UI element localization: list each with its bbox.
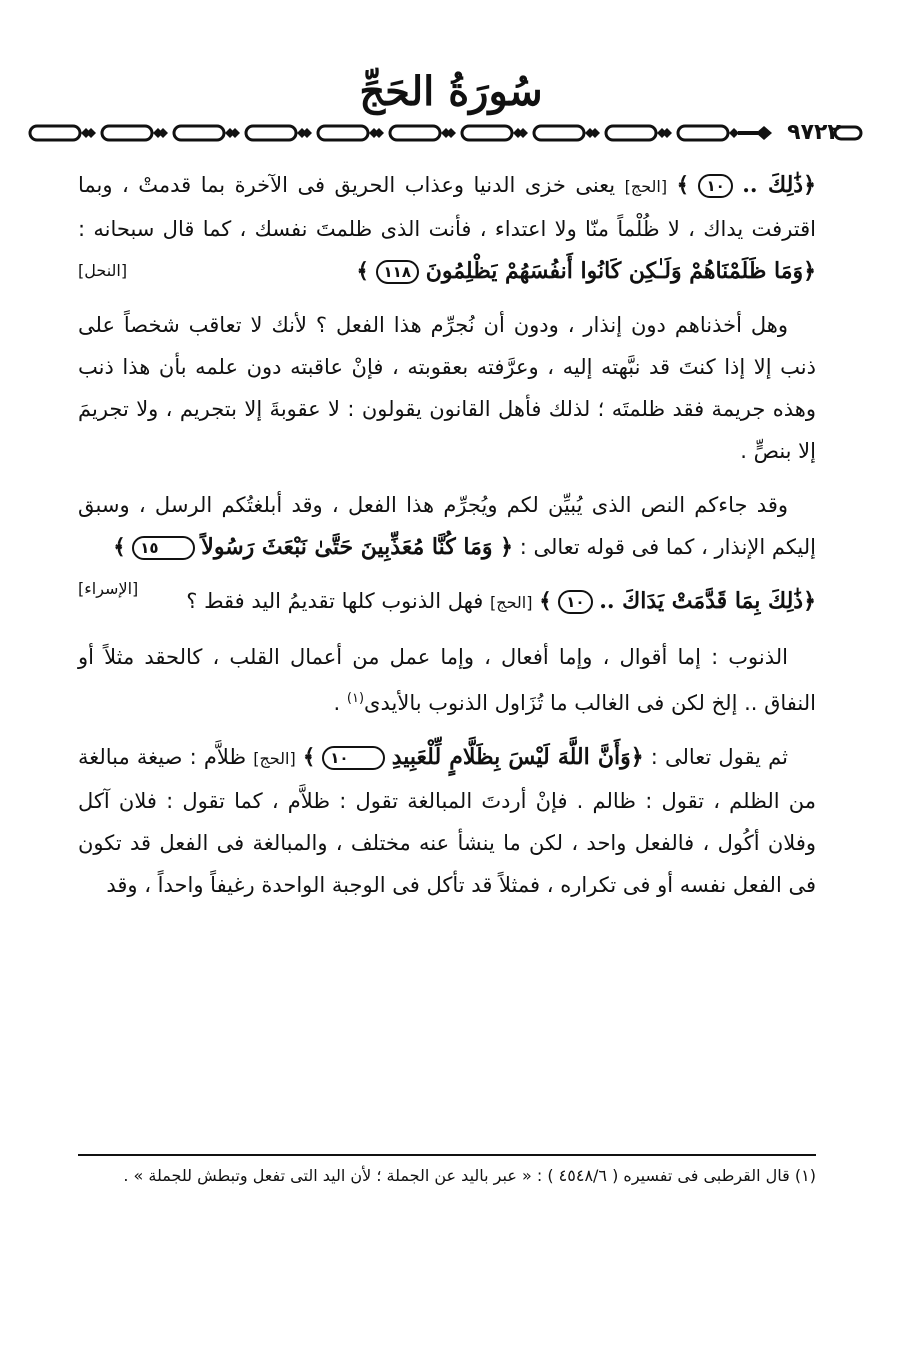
footnote-marker[interactable]: (١) xyxy=(346,691,365,706)
verse-close-bracket: ﴾ xyxy=(356,259,369,283)
footnote-divider xyxy=(78,1154,816,1156)
verse-quote: ﴿ذَٰلِكَ بِمَا قَدَّمَتْ يَدَاكَ .. xyxy=(599,588,816,614)
paragraph-text: الذنوب : إما أقوال ، وإما أفعال ، وإما عمل من أعمال القلب ، كالحقد مثلاً أو النفاق .. إلخ لكن فى الغالب ما تُزَاول الذنوب بالأيدى xyxy=(78,645,816,715)
ornament-divider xyxy=(26,122,776,144)
ayah-number: ١٥ xyxy=(132,536,194,560)
verse-close-bracket: ﴾ xyxy=(539,589,552,613)
paragraph-text: يعنى خزى الدنيا وعذاب الحريق فى الآخرة بما قدمتْ ، وبما اقترفت يداك ، لا ظُلْماً منّا ولا اعتداء ، فأنت الذى ظلمتَ نفسك ، كما قال سبحانه : xyxy=(78,173,816,241)
surah-title: سُورَةُ الحَجِّ xyxy=(359,68,543,115)
paragraph-text: وقد جاءكم النص الذى يُبيِّن لكم ويُجرِّم هذا الفعل ، وقد أبلغتُكم الرسل ، وسبق إليكم الإنذار ، كما فى قوله تعالى : xyxy=(78,493,816,559)
ayah-number: ١٠ xyxy=(698,174,732,198)
paragraph-4 xyxy=(78,580,816,624)
paragraph-text: وهل أخذناهم دون إنذار ، ودون أن نُجرِّم هذا الفعل ؟ لأنك لا تعاقب شخصاً على ذنب إلا إذا كنتَ قد نبَّهته إليه ، وعرَّفته بعقوبته ، فإنْ عاقبته دون علمه بأن هذا ذنب وهذه جريمة فقد ظلمتَه ؛ لذلك فأهل القانون يقولون : لا عقوبةَ إلا بتجريم ، ولا تجريمَ إلا بنصٍّ . xyxy=(78,313,816,463)
verse-close-bracket: ﴾ xyxy=(113,535,126,559)
surah-reference: [النحل] xyxy=(78,261,128,280)
paragraph-text: ثم يقول تعالى : xyxy=(650,745,788,769)
ornament-end-cap xyxy=(832,124,864,142)
verse-quote: ﴿ذَٰلِكَ .. xyxy=(742,172,816,198)
surah-reference: [الحج] xyxy=(624,177,668,196)
ayah-number: ١٠ xyxy=(322,746,384,770)
paragraph-text: ظلاَّم : صيغة مبالغة من الظلم ، تقول : ظالم . فإنْ أردتَ المبالغة تقول : ظلاَّم ، كما تقول : فلان آكل وفلان أكُول ، فالفعل واحد ، لكن ما ينشأ عنه مختلف ، والمبالغة فى الفعل قد تكون فى الفعل نفسه أو فى تكراره ، فمثلاً قد تأكل فى الوجبة الواحدة رغيفاً واحداً ، وقد xyxy=(78,745,816,897)
paragraph-5 xyxy=(78,636,816,724)
paragraph-1 xyxy=(78,164,816,292)
body-text xyxy=(78,164,816,918)
verse-close-bracket: ﴾ xyxy=(676,173,689,197)
paragraph-text-end: . xyxy=(333,691,341,715)
footnote: (١) قال القرطبى فى تفسيره ( ٤٥٤٨/٦ ) : « عبر باليد عن الجملة ؛ لأن اليد التى تفعل وتبطش للجملة » . xyxy=(123,1166,816,1185)
paragraph-text: فهل الذنوب كلها تقديمُ اليد فقط ؟ xyxy=(186,589,484,613)
ayah-number: ١٠ xyxy=(558,590,592,614)
verse-quote: ﴿ وَمَا كُنَّا مُعَذِّبِينَ حَتَّىٰ نَبْعَثَ رَسُولاً xyxy=(201,534,514,560)
verse-quote: ﴿وَأَنَّ اللَّهَ لَيْسَ بِظَلَّامٍ لِّلْعَبِيدِ xyxy=(391,744,644,770)
verse-quote: ﴿وَمَا ظَلَمْنَاهُمْ وَلَـٰكِن كَانُوا أَنفُسَهُمْ يَظْلِمُونَ xyxy=(425,258,816,284)
paragraph-2 xyxy=(78,304,816,472)
paragraph-6 xyxy=(78,736,816,906)
surah-reference: [الإسراء] xyxy=(78,579,139,598)
surah-reference: [الحج] xyxy=(490,593,533,612)
paragraph-3 xyxy=(78,484,816,598)
page-number: ٩٧٢٢ xyxy=(787,120,841,145)
ayah-number: ١١٨ xyxy=(376,260,419,284)
surah-reference: [الحج] xyxy=(253,749,296,768)
verse-close-bracket: ﴾ xyxy=(302,745,316,769)
